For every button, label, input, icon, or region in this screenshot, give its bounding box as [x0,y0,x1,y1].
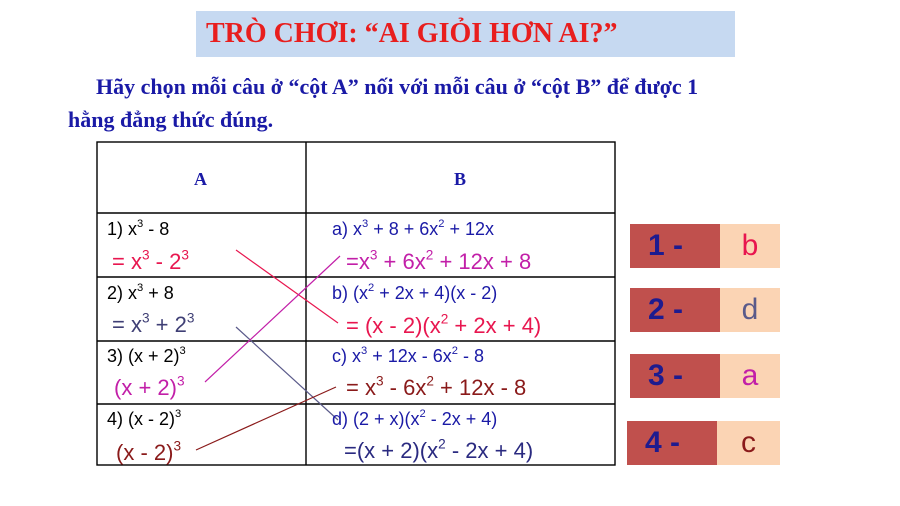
instruction-line-1: Hãy chọn mỗi câu ở “cột A” nối với mỗi câu ở “cột B” để được 1 [96,74,699,99]
b-item-a: a) $x^3 + 8 + 6x^2 + 12x$ [332,218,495,239]
b-work-c: = $x^3 - 6x^2 + 12x - 8$ [346,373,527,400]
a-work-2: = $x^3 + 2^3$ [112,310,195,337]
answer-2 [630,288,780,332]
column-b-header: B [454,169,467,189]
b-work-a: $=x^3 + 6x^2 + 12x + 8$ [346,247,532,274]
a-item-2: 2) $x^3 + 8$ [107,282,174,303]
connector-line-3-a [205,256,340,382]
b-item-d: d) $(2 + x)(x^2 - 2x + 4)$ [332,408,498,429]
answer-1 [630,224,780,268]
a-item-1: 1) $x^3 - 8$ [107,218,170,239]
answer-number-1: 1 - [630,224,720,268]
answer-3 [630,354,780,398]
b-work-b: = $(x - 2)(x^2 + 2x + 4)$ [346,311,542,338]
a-work-4: (x - 2)$^3$ [116,438,182,465]
answer-number-4: 4 - [627,421,717,465]
a-item-3: 3) $(x + 2)^3$ [107,345,186,366]
answer-letter-4: c [717,421,780,465]
answer-letter-2: d [720,288,780,332]
answer-letter-1: b [720,224,780,268]
instruction-line-2: hằng đẳng thức đúng. [68,107,274,132]
b-work-d: $=(x + 2)(x^2 - 2x + 4)$ [344,436,534,463]
answer-4 [627,421,780,465]
connector-line-4-c [196,387,336,450]
a-work-1: = $x^3 - 2^3$ [112,247,189,274]
column-a-header: A [194,169,207,189]
a-work-3: $(x + 2)^3$ [114,373,185,400]
b-item-c: c) $x^3 + 12x - 6x^2 - 8$ [332,345,484,366]
answer-letter-3: a [720,354,780,398]
game-title: TRÒ CHƠI: “AI GIỎI HƠN AI?” [196,11,735,57]
connector-line-1-b [236,250,338,323]
answer-number-3: 3 - [630,354,720,398]
a-item-4: 4) (x - 2)$^3$ [107,408,182,429]
answer-number-2: 2 - [630,288,720,332]
b-item-b: b) $(x^2 + 2x + 4)(x - 2)$ [332,282,498,303]
